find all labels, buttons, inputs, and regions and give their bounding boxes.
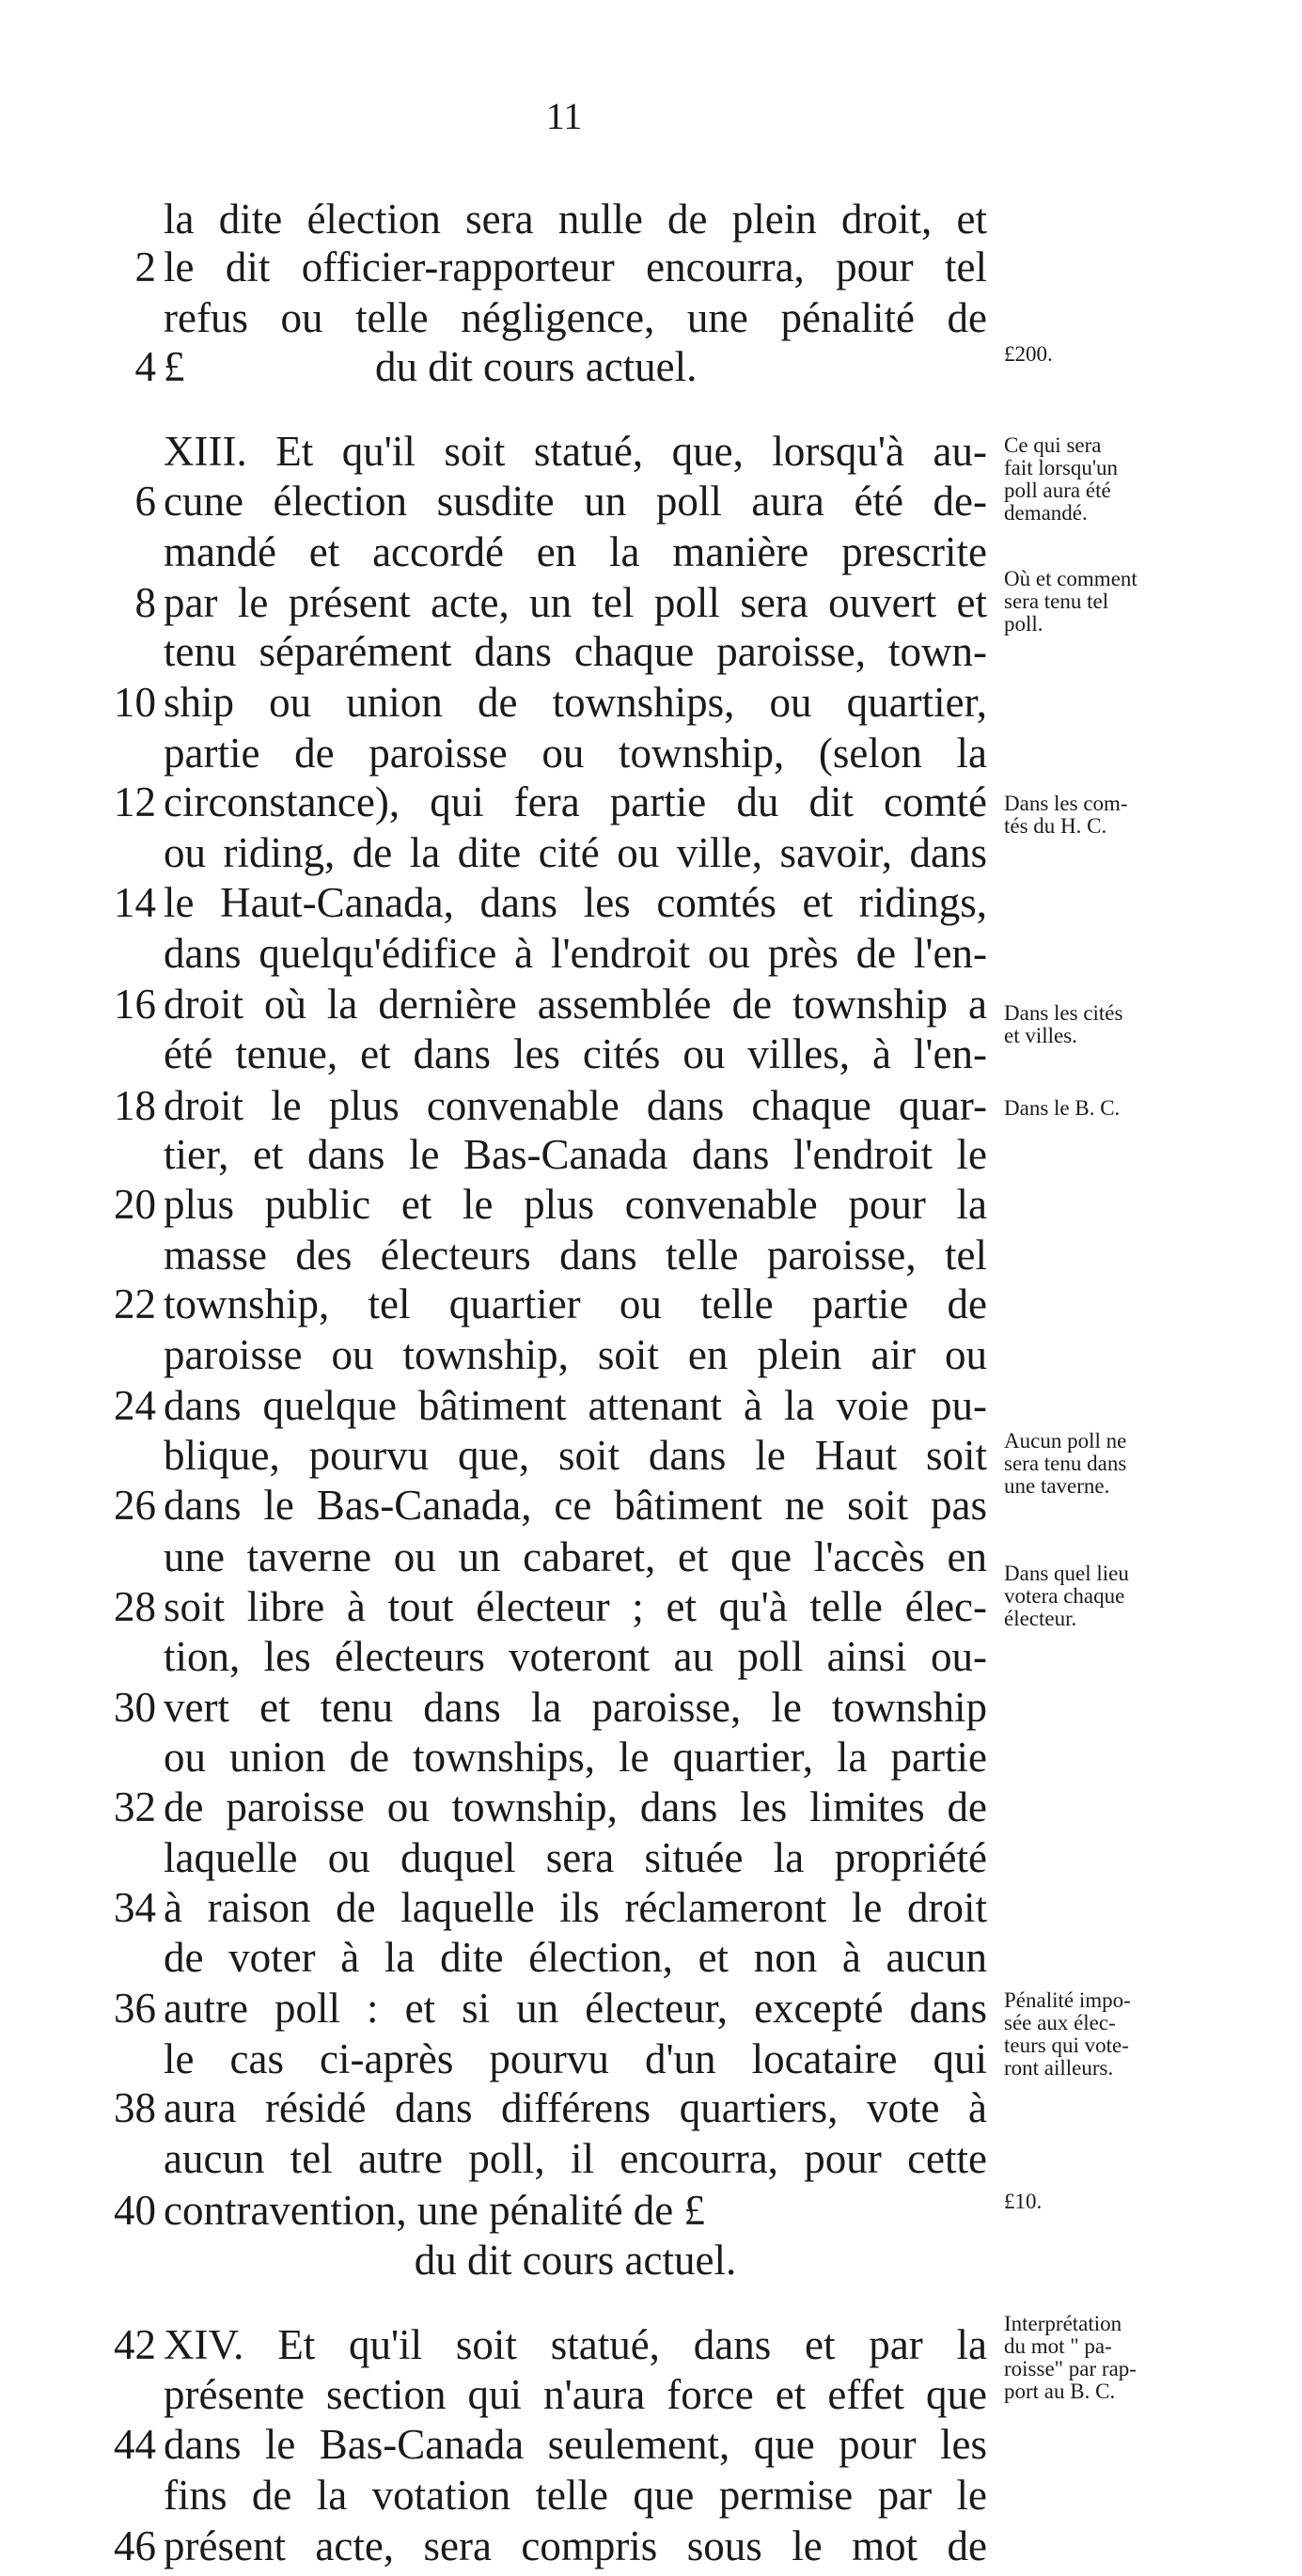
line-number: 28 [114,1583,156,1630]
margin-note [1004,793,1230,838]
text-line [85,1881,987,1934]
margin-note-line: £200. [1004,342,1053,366]
text-line [85,1531,987,1583]
text-line [85,2132,987,2185]
line-text: par le présent acte, un tel poll sera ouvert et [164,579,987,626]
text-line [85,2033,987,2085]
line-text: aucun tel autre poll, il encourra, pour cette [164,2135,987,2182]
line-number: 10 [114,679,156,726]
text-line [85,2520,987,2572]
text-line [85,1429,987,1482]
margin-note-line: port au B. C. [1004,2380,1116,2403]
line-text: le dit officier-rapporteur encourra, pour tel [164,243,987,291]
line-text: township, tel quartier ou telle partie de [164,1280,987,1327]
text-line [85,978,987,1030]
text-line [85,776,987,828]
line-text: circonstance), qui fera partie du dit comté [164,778,987,825]
text-line [85,676,987,729]
line-text: fins de la votation telle que permise par le [164,2472,987,2519]
margin-note [1004,1002,1230,1047]
line-number: 2 [134,243,156,291]
text-line [85,1831,987,1884]
margin-note-line: Aucun poll ne [1004,1429,1127,1453]
margin-note-line: poll aura été [1004,479,1111,502]
line-number: 40 [114,2187,156,2234]
margin-note-line: sée aux élec- [1004,2011,1116,2034]
line-text: laquelle ou duquel sera située la propriété [164,1834,987,1881]
text-line [85,727,987,779]
line-text: dans quelque bâtiment attenant à la voie pu- [164,1382,987,1429]
margin-note-line: demandé. [1004,501,1088,525]
margin-note-line: Dans quel lieu [1004,1562,1129,1585]
margin-note [1004,1430,1230,1498]
line-text: tier, et dans le Bas-Canada dans l'endroit le [164,1131,987,1178]
line-text: la dite élection sera nulle de plein droit, et [164,196,987,243]
text-line [85,1379,987,1432]
line-text: droit où la dernière assemblée de township a [164,981,987,1028]
line-number: 18 [114,1082,156,1129]
margin-note-line: sera tenu dans [1004,1452,1127,1475]
margin-note [1004,568,1230,636]
line-number: 16 [114,981,156,1028]
line-text: le cas ci-après pourvu d'un locataire qui [164,2035,987,2082]
margin-note-line: roisse" par rap- [1004,2357,1137,2380]
text-line [85,1328,987,1381]
margin-note-line: fait lorsqu'un [1004,456,1119,479]
margin-note-line: Interprétation [1004,2312,1122,2335]
line-number: 20 [114,1181,156,1228]
text-line [85,1681,987,1734]
line-text: mandé et accordé en la manière prescrite [164,528,987,575]
margin-note-line: Où et comment [1004,567,1137,590]
line-number: 4 [134,343,156,390]
line-text: droit le plus convenable dans chaque quar- [164,1082,987,1129]
line-text: plus public et le plus convenable pour la [164,1181,987,1228]
margin-note-line: sera tenu tel [1004,589,1109,613]
line-number: 26 [114,1482,156,1529]
line-text: XIV. Et qu'il soit statué, dans et par la [164,2321,987,2368]
margin-note-line: ront ailleurs. [1004,2056,1114,2080]
line-text: autre poll : et si un électeur, excepté dans [164,1985,987,2032]
margin-note-line: £10. [1004,2190,1043,2213]
margin-note [1004,1097,1230,1120]
line-text: refus ou telle négligence, une pénalité de [164,294,987,341]
text-line [85,1278,987,1330]
text-line [85,340,987,393]
margin-note-line: une taverne. [1004,1474,1110,1498]
text-line [85,876,987,929]
line-number: 22 [114,1280,156,1327]
line-text: du dit cours actuel. [414,2237,737,2284]
line-number: 42 [114,2321,156,2368]
margin-note [1004,1563,1230,1630]
line-text: cune élection susdite un poll aura été de- [164,478,987,525]
line-number: 36 [114,1985,156,2032]
line-text: aura résidé dans différens quartiers, vote à [164,2084,987,2131]
text-line [85,241,987,293]
margin-note-line: Pénalité impo- [1004,1988,1131,2012]
line-number: 32 [114,1783,156,1830]
line-text: tenu séparément dans chaque paroisse, town- [164,628,987,675]
margin-note [1004,434,1230,525]
text-line [85,1028,987,1080]
text-line [85,193,987,245]
text-line [85,1479,987,1531]
text-line [85,291,987,344]
text-line [85,2418,987,2471]
line-number: 12 [114,778,156,825]
line-text: présente section qui n'aura force et effet que [164,2371,987,2418]
text-line [85,2368,987,2421]
text-line [85,475,987,527]
page-number: 11 [545,95,583,137]
line-text: blique, pourvu que, soit dans le Haut soit [164,1432,987,1479]
line-text: masse des électeurs dans telle paroisse, tel [164,1232,987,1279]
line-text: £ du dit cours actuel. [164,343,698,390]
text-line [85,1982,987,2034]
line-number: 24 [114,1382,156,1429]
text-line [85,1731,987,1783]
text-line [85,625,987,678]
line-text: le Haut-Canada, dans les comtés et ridings, [164,879,987,926]
line-text: paroisse ou township, soit en plein air ou [164,1331,987,1378]
text-line [85,1931,987,1984]
line-text: soit libre à tout électeur ; et qu'à telle élec- [164,1583,987,1630]
text-line [85,2469,987,2521]
text-line [85,927,987,980]
line-number: 30 [114,1684,156,1731]
line-text: ou union de townships, le quartier, la partie [164,1734,987,1781]
line-text: à raison de laquelle ils réclameront le droit [164,1884,987,1931]
text-line [85,2081,987,2134]
line-text: dans le Bas-Canada seulement, que pour les [164,2421,987,2468]
line-text: ou riding, de la dite cité ou ville, savoir, dans [164,829,987,876]
margin-note-line: teurs qui vote- [1004,2034,1129,2057]
margin-note [1004,2191,1230,2213]
margin-note [1004,1989,1230,2080]
margin-note-line: Dans les com- [1004,792,1128,815]
text-line [85,425,987,478]
line-text: dans le Bas-Canada, ce bâtiment ne soit pas [164,1482,987,1529]
margin-note-line: Dans les cités [1004,1001,1123,1025]
line-number: 46 [114,2522,156,2569]
line-text: dans quelqu'édifice à l'endroit ou près de l'en- [164,930,987,977]
margin-note-line: votera chaque [1004,1584,1125,1608]
margin-note-line: poll. [1004,612,1043,636]
margin-note-line: du mot " pa- [1004,2334,1112,2358]
line-number: 6 [134,478,156,525]
line-text: présent acte, sera compris sous le mot de [164,2522,987,2569]
margin-note [1004,343,1230,366]
line-number: 8 [134,579,156,626]
line-text: partie de paroisse ou township, (selon la [164,730,987,777]
margin-note-line: Dans le B. C. [1004,1096,1121,1120]
text-line [85,1229,987,1281]
text-line [85,1580,987,1633]
line-text: vert et tenu dans la paroisse, le township [164,1684,987,1731]
margin-note-line: et villes. [1004,1024,1077,1047]
line-text: XIII. Et qu'il soit statué, que, lorsqu'à au- [164,428,987,475]
margin-note-line: tés du H. C. [1004,814,1107,838]
text-line [85,1178,987,1231]
text-line [85,826,987,879]
line-number: 14 [114,879,156,926]
line-text: été tenue, et dans les cités ou villes, à l'en- [164,1030,987,1077]
margin-note-line: électeur. [1004,1607,1077,1630]
line-text: de paroisse ou township, dans les limites de [164,1783,987,1830]
line-text: une taverne ou un cabaret, et que l'accès en [164,1533,987,1580]
text-line [85,1079,987,1132]
line-number: 38 [114,2084,156,2131]
text-line [85,2184,987,2237]
line-text: contravention, une pénalité de £ [164,2187,706,2234]
text-line [85,1128,987,1181]
text-line [85,2234,987,2286]
text-line [85,1630,987,1683]
margin-note-line: Ce qui sera [1004,433,1102,457]
text-line [85,1781,987,1833]
line-number: 44 [114,2421,156,2468]
line-number: 34 [114,1884,156,1931]
text-line [85,576,987,629]
margin-note [1004,2313,1230,2403]
line-text: tion, les électeurs voteront au poll ainsi ou- [164,1633,987,1680]
line-text: ship ou union de townships, ou quartier, [164,679,987,726]
text-line [85,2318,987,2371]
text-line [85,526,987,578]
line-text: de voter à la dite élection, et non à aucun [164,1934,987,1981]
